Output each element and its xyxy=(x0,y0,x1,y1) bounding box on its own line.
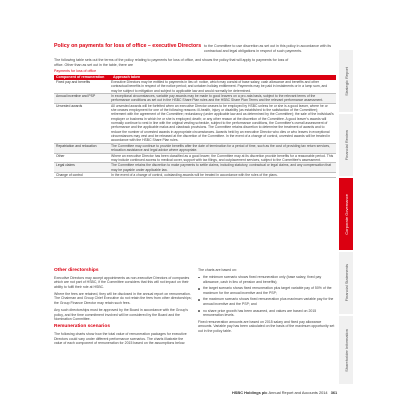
loss-of-office-table xyxy=(54,75,336,178)
left-column xyxy=(54,268,192,348)
right-intro-text: to the Committee to use discretion as set out in this policy in accordance with its contractual and legal obligations in respect of such payments. xyxy=(204,44,332,53)
table-row xyxy=(54,104,336,144)
row-component: Fixed pay and benefits xyxy=(56,80,91,84)
header-approach: Approach taken xyxy=(113,75,141,79)
remuneration-scenarios-heading: Remuneration scenarios xyxy=(54,324,110,330)
side-tab-label: Financial Statements xyxy=(343,264,349,302)
row-component: Change of control xyxy=(56,172,83,177)
table-row xyxy=(54,154,336,164)
paragraph: Any such directorships must be approved by the Board in accordance with the Group’s policy, and the time commitment involved will be considered by the Board and the Nomination Committee. xyxy=(54,308,188,322)
row-component: Other xyxy=(56,153,65,158)
table-row xyxy=(54,94,336,104)
right-column xyxy=(198,268,336,336)
row-component: Unvested awards xyxy=(56,103,83,108)
table-row xyxy=(54,144,336,154)
side-tab-label: Shareholder Information xyxy=(343,328,349,372)
side-tab-financial-review[interactable] xyxy=(339,114,353,176)
row-component: Legal claims xyxy=(56,163,75,168)
row-text: Where an executive Director has been classified as a good leaver, the Committee may at its discretion provide benefits for a reasonable period. This may include continued access to medical cover, support with tax filings, and outplacement services, subject to the Committee’s assessment. xyxy=(111,153,334,162)
side-tab-label: Financial Review xyxy=(343,129,349,161)
page-number: 361 xyxy=(330,390,338,395)
footer-report-title: Annual Report and Accounts 2014 xyxy=(268,390,328,395)
side-tab-label: Strategic Report xyxy=(343,66,349,96)
row-text: All unvested awards will be forfeited when an executive Director ceases to be employed by HSBC unless he or she is a good leaver, where he or she ceases employment for one of the following reasons: ill-health, injury or disability (as established to the satisfaction of the Committee); retirement with the agreement of the Committee; redundancy (under applicable law and as determined by the Committee); the sale of the individual’s employer or business in which he or she is employed; death; or any other reason at the discretion of the Committee. A good leaver’s awards will normally continue to vest in line with the original vesting schedule, subject to the performance conditions, the Committee’s overall assessment of performance and the applicable malus and clawback provisions. The Committee retains discretion to determine the treatment of awards and to reduce the number of unvested awards in appropriate circumstances. Awards held by an executive Director who dies or who leaves in exceptional circumstances may vest and be released at the discretion of the Committee. In the event of a change of control, unvested awards will be treated in accordance with the HSBC Share Plan rules. xyxy=(111,103,334,143)
side-tab-corporate-governance[interactable] xyxy=(339,178,353,250)
header-component: Component of remuneration xyxy=(56,75,105,79)
list-item: the minimum scenario shows fixed remuneration only (base salary, fixed pay allowance, cash in lieu of pension and benefits); xyxy=(198,275,336,284)
paragraph: Executive Directors may accept appointments as non-executive Directors of companies which are not part of HSBC, if the Committee considers that this will not impact on their ability to fulfil their role at HSBC. xyxy=(54,275,190,289)
paragraph: Fixed remuneration amounts are based on 2015 salary and fixed pay allowance amounts. Variable pay has been calculated on the basis of the maximum opportunity set out in the policy table. xyxy=(198,319,335,334)
row-text: In the event of a change of control, outstanding awards will be treated in accordance with the rules of the plans. xyxy=(111,172,278,177)
section-title: Policy on payments for loss of office – executive Directors xyxy=(54,43,202,49)
row-text: The Committee may continue to provide benefits after the date of termination for a period of time, such as the cost of providing tax return services, relocation assistance and legal advice where appropriate. xyxy=(111,143,330,153)
page-footer xyxy=(232,390,337,395)
side-tab-strategic-report[interactable] xyxy=(339,50,353,112)
row-text: The Committee retains the discretion to make payments to settle claims, including statutory, contractual or legal claims, and any compensation that may be payable under applicable law. xyxy=(111,163,332,172)
section-intro: The following table sets out the terms of the policy relating to payments for loss of office, and shows the policy that will apply to payments for loss of office. Other than as set out in the table, there are xyxy=(54,58,289,67)
side-tab-shareholder-information[interactable] xyxy=(339,316,353,384)
paragraph: The charts are based on: xyxy=(198,268,237,272)
table-row xyxy=(54,80,336,94)
paragraph: Where the fees are retained, they will be disclosed in the annual report on remuneration. The Chairman and Group Chief Executive do not retain the fees from other directorships; the Group Finance Director may retain such fees. xyxy=(54,291,192,306)
bullet-list xyxy=(198,275,336,318)
footer-company: HSBC Holdings plc xyxy=(232,390,268,395)
row-component: Repatriation and relocation xyxy=(56,143,97,148)
table-row xyxy=(54,173,336,178)
side-tab-financial-statements[interactable] xyxy=(339,252,353,314)
other-directorships-heading: Other directorships xyxy=(54,268,99,273)
row-component: Annual incentive and PSP xyxy=(56,94,96,99)
table-caption: Payments for loss of office xyxy=(54,69,97,73)
row-text: In exceptional circumstances, variable pay awards may be made to good leavers on a pro-rata basis, subject to the relevant terms of the performance conditions as set out in the HSBC Share Plan rules and the HSBC Share Plan Terms and the relevant performance assessment. xyxy=(111,94,324,103)
paragraph: The following charts show how the total value of remuneration packages for executive Directors could vary under different performance scenarios. The charts illustrate the value of each component of remuneration for 2015 based on the assumptions below. xyxy=(54,332,187,346)
list-item: the maximum scenario shows fixed remuneration plus maximum variable pay for the annual incentive and the PSP; and xyxy=(198,297,336,306)
list-item: no share price growth has been assumed, and values are based on 2015 remuneration levels. xyxy=(198,309,336,318)
table-row xyxy=(54,163,336,173)
list-item: the target scenario shows fixed remuneration plus target variable pay of 50% of the maximum for the annual incentive and the PSP; xyxy=(198,286,336,295)
row-text: Executive Directors may be entitled to payments in lieu of: notice, which may consist of base salary, cash allowance and benefits and other contractual benefits in respect of the notice period; and untaken holiday entitlement. Payments may be paid in instalments or in a lump sum, and may be subject to mitigation and subject to applicable law and would normally be determined. xyxy=(111,80,328,93)
side-tab-label: Corporate Governance xyxy=(343,193,349,235)
